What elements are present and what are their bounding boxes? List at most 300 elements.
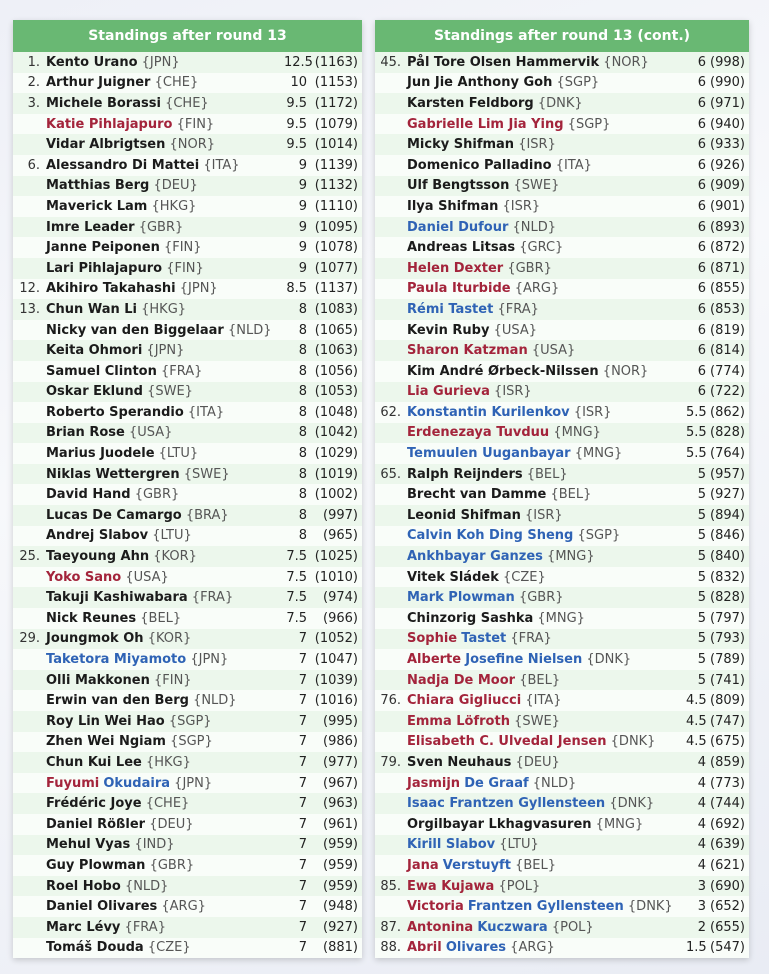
standings-row xyxy=(375,649,749,670)
rank-cell xyxy=(13,587,46,608)
standings-row xyxy=(375,134,749,155)
rank-cell: 76. xyxy=(380,693,401,709)
player-name: Daniel Olivares xyxy=(46,899,158,915)
score-cell: 7 xyxy=(298,940,307,956)
player-cell xyxy=(46,217,284,238)
standings-row xyxy=(375,361,749,382)
player-name: Kevin Ruby xyxy=(407,322,490,338)
standings-row xyxy=(13,835,362,856)
rank-cell xyxy=(375,670,407,691)
player-name: Janne Peiponen xyxy=(46,240,160,256)
player-name: Mark Plowman xyxy=(407,590,515,606)
rating-cell: (789) xyxy=(710,652,745,668)
score-cell: 8 xyxy=(298,507,307,523)
score-cell: 5.5 xyxy=(686,446,707,462)
rank-cell xyxy=(375,176,407,197)
player-name: Frédéric Joye xyxy=(46,796,142,812)
rating-cell: (744) xyxy=(710,796,745,812)
player-name: Leonid Shifman xyxy=(407,507,521,523)
player-name: Brecht van Damme xyxy=(407,487,547,503)
rank-cell xyxy=(375,279,407,300)
score-cell: 8 xyxy=(298,425,307,441)
rank-cell xyxy=(13,855,46,876)
score-cell: 5 xyxy=(697,590,706,606)
rating-cell: (1132) xyxy=(314,178,358,194)
score-cell: 6 xyxy=(697,384,706,400)
player-name: Micky Shifman xyxy=(407,137,515,153)
player-name: Olli Makkonen xyxy=(46,672,150,688)
standings-row xyxy=(375,484,749,505)
standings-row xyxy=(375,855,749,876)
rank-cell xyxy=(375,361,407,382)
player-name: Sophie xyxy=(407,631,458,647)
standings-row xyxy=(13,464,362,485)
rating-cell: (1019) xyxy=(314,466,358,482)
player-name: Joungmok Oh xyxy=(46,631,144,647)
rank-cell xyxy=(375,382,407,403)
player-name: Matthias Berg xyxy=(46,178,150,194)
player-cell xyxy=(46,73,284,94)
score-cell: 6 xyxy=(697,95,706,111)
player-cell xyxy=(407,690,686,711)
standings-row xyxy=(375,876,749,897)
rating-cell: (1039) xyxy=(314,672,358,688)
score-cell: 8.5 xyxy=(286,281,307,297)
player-cell xyxy=(407,258,686,279)
standings-row xyxy=(375,176,749,197)
federation: {FIN} xyxy=(166,260,204,276)
player-name: Tomáš Douda xyxy=(46,940,144,956)
player-cell xyxy=(46,134,284,155)
player-name: Kento Urano xyxy=(46,54,138,70)
player-cell xyxy=(46,52,284,73)
player-name: Alberte xyxy=(407,652,462,668)
rank-cell xyxy=(13,526,46,547)
score-cell: 7 xyxy=(298,672,307,688)
player-cell xyxy=(46,876,284,897)
standings-row xyxy=(375,546,749,567)
rating-cell: (722) xyxy=(710,384,745,400)
player-name: Isaac Frantzen Gyllensteen xyxy=(407,796,606,812)
player-name: Fuyumi xyxy=(46,775,100,791)
rank-cell xyxy=(13,217,46,238)
player-name: Roberto Sperandio xyxy=(46,404,184,420)
rating-cell: (974) xyxy=(323,590,358,606)
player-cell xyxy=(407,773,686,794)
rank-cell xyxy=(13,690,46,711)
federation: {NLD} xyxy=(193,693,237,709)
standings-row xyxy=(13,279,362,300)
federation: {SWE} xyxy=(183,466,230,482)
standings-row xyxy=(13,402,362,423)
player-cell xyxy=(407,649,686,670)
rating-cell: (959) xyxy=(323,857,358,873)
rating-cell: (741) xyxy=(710,672,745,688)
rating-cell: (966) xyxy=(323,610,358,626)
player-name: Takuji Kashiwabara xyxy=(46,590,188,606)
rank-cell xyxy=(375,773,407,794)
rating-cell: (963) xyxy=(323,796,358,812)
standings-row xyxy=(13,93,362,114)
standings-row xyxy=(13,546,362,567)
panel-title: Standings after round 13 (cont.) xyxy=(375,20,749,52)
player-name: Emma Löfroth xyxy=(407,713,510,729)
player-cell xyxy=(407,299,686,320)
rank-cell xyxy=(13,464,46,485)
rating-cell: (909) xyxy=(710,178,745,194)
player-cell xyxy=(407,382,686,403)
player-cell xyxy=(407,237,686,258)
player-name: Andrej Slabov xyxy=(46,528,149,544)
rating-cell: (881) xyxy=(323,940,358,956)
rank-cell xyxy=(13,505,46,526)
player-name: Kirill Slabov xyxy=(407,837,496,853)
rank-cell xyxy=(13,258,46,279)
federation: {ISR} xyxy=(525,507,563,523)
score-cell: 6 xyxy=(697,75,706,91)
player-cell xyxy=(46,443,284,464)
score-cell: 8 xyxy=(298,363,307,379)
score-cell: 6 xyxy=(697,198,706,214)
score-cell: 4 xyxy=(697,775,706,791)
score-cell: 6 xyxy=(697,178,706,194)
player-name: Sharon Katzman xyxy=(407,343,528,359)
federation: {NOR} xyxy=(169,137,216,153)
player-name: Pål Tore Olsen Hammervik xyxy=(407,54,600,70)
player-cell xyxy=(407,567,686,588)
score-cell: 5 xyxy=(697,652,706,668)
player-cell xyxy=(46,896,284,917)
federation: {ISR} xyxy=(573,404,612,420)
rank-cell: 2. xyxy=(27,75,40,91)
score-cell: 4.5 xyxy=(686,693,707,709)
score-cell: 9 xyxy=(298,260,307,276)
player-cell xyxy=(407,176,686,197)
player-cell xyxy=(407,814,686,835)
player-name: Katie Pihlajapuro xyxy=(46,116,173,132)
rating-cell: (1014) xyxy=(314,137,358,153)
player-name: De Graaf xyxy=(464,775,529,791)
score-cell: 8 xyxy=(298,487,307,503)
rating-cell: (961) xyxy=(323,816,358,832)
rating-cell: (872) xyxy=(710,240,745,256)
rating-cell: (1079) xyxy=(314,116,358,132)
score-cell: 7 xyxy=(298,754,307,770)
standings-row xyxy=(375,196,749,217)
federation: {BEL} xyxy=(140,610,182,626)
standings-row xyxy=(13,52,362,73)
standings-row xyxy=(13,217,362,238)
federation: {ITA} xyxy=(187,404,225,420)
rating-cell: (1065) xyxy=(314,322,358,338)
federation: {CHE} xyxy=(154,75,199,91)
federation: {JPN} xyxy=(190,652,229,668)
player-cell xyxy=(46,690,284,711)
player-cell xyxy=(407,505,686,526)
player-name: Chiara Gigliucci xyxy=(407,693,522,709)
score-cell: 7 xyxy=(298,713,307,729)
standings-row xyxy=(375,690,749,711)
player-cell xyxy=(46,505,284,526)
player-cell xyxy=(46,484,284,505)
federation: {ISR} xyxy=(518,137,556,153)
standings-row xyxy=(13,299,362,320)
score-cell: 8 xyxy=(298,343,307,359)
score-cell: 6 xyxy=(697,260,706,276)
rank-cell xyxy=(375,443,407,464)
standings-row xyxy=(375,670,749,691)
federation: {JPN} xyxy=(146,343,185,359)
standings-row xyxy=(13,711,362,732)
rating-cell: (773) xyxy=(710,775,745,791)
score-cell: 4 xyxy=(697,754,706,770)
federation: {USA} xyxy=(493,322,538,338)
federation: {IND} xyxy=(134,837,175,853)
rating-cell: (840) xyxy=(710,549,745,565)
player-cell xyxy=(407,217,686,238)
federation: {FRA} xyxy=(497,301,539,317)
player-cell xyxy=(46,670,284,691)
rating-cell: (965) xyxy=(323,528,358,544)
federation: {ARG} xyxy=(514,281,560,297)
rating-cell: (977) xyxy=(323,754,358,770)
rank-cell xyxy=(375,423,407,444)
federation: {ISR} xyxy=(502,198,541,214)
player-name: Erwin van den Berg xyxy=(46,693,189,709)
rating-cell: (832) xyxy=(710,569,745,585)
player-name: Taketora Miyamoto xyxy=(46,652,187,668)
standings-row xyxy=(375,217,749,238)
standings-row xyxy=(375,793,749,814)
rank-cell xyxy=(13,773,46,794)
federation: {JPN} xyxy=(179,281,218,297)
player-name: Alessandro Di Mattei xyxy=(46,157,200,173)
rating-cell: (901) xyxy=(710,198,745,214)
player-name: Okudaira xyxy=(103,775,171,791)
standings-row xyxy=(375,505,749,526)
standings-row xyxy=(13,793,362,814)
rating-cell: (747) xyxy=(710,713,745,729)
rating-cell: (959) xyxy=(323,837,358,853)
rank-cell xyxy=(375,608,407,629)
rating-cell: (862) xyxy=(710,404,745,420)
score-cell: 9 xyxy=(298,240,307,256)
score-cell: 5 xyxy=(697,569,706,585)
rating-cell: (871) xyxy=(710,260,745,276)
rank-cell xyxy=(375,526,407,547)
player-cell xyxy=(46,114,284,135)
player-cell xyxy=(407,917,686,938)
rating-cell: (764) xyxy=(710,446,745,462)
player-cell xyxy=(407,608,686,629)
player-name: Daniel Dufour xyxy=(407,219,509,235)
player-cell xyxy=(46,176,284,197)
rating-cell: (926) xyxy=(710,157,745,173)
player-cell xyxy=(46,93,284,114)
score-cell: 7.5 xyxy=(286,569,307,585)
standings-row xyxy=(375,320,749,341)
rank-cell xyxy=(13,938,46,959)
player-cell xyxy=(407,402,686,423)
player-name: Daniel Rößler xyxy=(46,816,146,832)
score-cell: 7 xyxy=(298,837,307,853)
standings-panel-left xyxy=(13,20,362,958)
rank-cell xyxy=(13,876,46,897)
federation: {CHE} xyxy=(165,95,209,111)
federation: {LTU} xyxy=(499,837,539,853)
player-name: David Hand xyxy=(46,487,131,503)
player-name: Ilya Shifman xyxy=(407,198,499,214)
player-cell xyxy=(46,608,284,629)
player-cell xyxy=(46,299,284,320)
score-cell: 6 xyxy=(697,116,706,132)
player-cell xyxy=(407,320,686,341)
rank-cell xyxy=(13,176,46,197)
player-name: Paula Iturbide xyxy=(407,281,511,297)
player-cell xyxy=(407,134,686,155)
federation: {FRA} xyxy=(510,631,552,647)
player-cell xyxy=(46,196,284,217)
standings-row xyxy=(13,567,362,588)
standings-row xyxy=(13,876,362,897)
federation: {LTU} xyxy=(158,446,199,462)
player-cell xyxy=(407,855,686,876)
rating-cell: (675) xyxy=(710,734,745,750)
standings-row xyxy=(375,629,749,650)
player-name: Lucas De Camargo xyxy=(46,507,182,523)
standings-row xyxy=(375,587,749,608)
rank-cell: 87. xyxy=(380,919,401,935)
player-cell xyxy=(407,155,686,176)
score-cell: 5 xyxy=(697,507,706,523)
rating-cell: (621) xyxy=(710,857,745,873)
player-name: Michele Borassi xyxy=(46,95,161,111)
rank-cell xyxy=(13,423,46,444)
rank-cell xyxy=(375,217,407,238)
standings-row xyxy=(13,484,362,505)
federation: {MNG} xyxy=(537,610,585,626)
player-name: Temuulen Uuganbayar xyxy=(407,446,571,462)
standings-row xyxy=(13,114,362,135)
federation: {CHE} xyxy=(145,796,190,812)
score-cell: 10 xyxy=(290,75,307,91)
rank-cell xyxy=(13,443,46,464)
score-cell: 1.5 xyxy=(686,940,707,956)
player-name: Konstantin Kurilenkov xyxy=(407,404,570,420)
rating-cell: (995) xyxy=(323,713,358,729)
rank-cell xyxy=(13,835,46,856)
standings-row xyxy=(13,917,362,938)
standings-row xyxy=(13,670,362,691)
rating-cell: (1172) xyxy=(314,95,358,111)
standings-panel-right xyxy=(375,20,749,958)
rank-cell xyxy=(375,567,407,588)
score-cell: 2 xyxy=(697,919,706,935)
federation: {CZE} xyxy=(147,940,191,956)
player-cell xyxy=(407,443,686,464)
score-cell: 4 xyxy=(697,857,706,873)
rank-cell xyxy=(13,237,46,258)
federation: {NLD} xyxy=(512,219,557,235)
rank-cell xyxy=(375,896,407,917)
standings-row xyxy=(375,835,749,856)
standings-row xyxy=(13,505,362,526)
federation: {LTU} xyxy=(152,528,192,544)
player-cell xyxy=(46,649,284,670)
standings-row xyxy=(13,361,362,382)
player-cell xyxy=(407,793,686,814)
score-cell: 8 xyxy=(298,446,307,462)
score-cell: 5 xyxy=(697,610,706,626)
player-name: Victoria xyxy=(407,899,464,915)
player-cell xyxy=(407,587,686,608)
score-cell: 5 xyxy=(697,487,706,503)
federation: {KOR} xyxy=(147,631,192,647)
federation: {FIN} xyxy=(163,240,202,256)
rank-cell xyxy=(375,155,407,176)
rank-cell xyxy=(13,649,46,670)
player-name: Mehul Vyas xyxy=(46,837,131,853)
federation: {POL} xyxy=(498,878,541,894)
rank-cell: 6. xyxy=(27,157,40,173)
player-name: Olivares xyxy=(445,940,507,956)
score-cell: 9 xyxy=(298,157,307,173)
player-cell xyxy=(46,773,284,794)
standings-row xyxy=(375,73,749,94)
player-name: Helen Dexter xyxy=(407,260,504,276)
rating-cell: (1002) xyxy=(314,487,358,503)
federation: {FIN} xyxy=(176,116,215,132)
federation: {SWE} xyxy=(513,178,560,194)
rating-cell: (814) xyxy=(710,343,745,359)
federation: {GBR} xyxy=(518,590,564,606)
score-cell: 6 xyxy=(697,137,706,153)
player-cell xyxy=(46,320,284,341)
federation: {DEU} xyxy=(153,178,198,194)
score-cell: 9.5 xyxy=(286,137,307,153)
federation: {ITA} xyxy=(525,693,562,709)
player-name: Roy Lin Wei Hao xyxy=(46,713,165,729)
rank-cell xyxy=(375,237,407,258)
rating-cell: (853) xyxy=(710,301,745,317)
standings-row xyxy=(13,855,362,876)
federation: {USA} xyxy=(531,343,576,359)
rating-cell: (1016) xyxy=(314,693,358,709)
player-name: Chinzorig Sashka xyxy=(407,610,534,626)
player-name: Vidar Albrigtsen xyxy=(46,137,166,153)
standings-row xyxy=(13,340,362,361)
rating-cell: (1153) xyxy=(314,75,358,91)
player-cell xyxy=(407,752,686,773)
score-cell: 5.5 xyxy=(686,404,707,420)
player-name: Nadja De Moor xyxy=(407,672,516,688)
standings-row xyxy=(13,196,362,217)
federation: {ARG} xyxy=(161,899,206,915)
standings-row xyxy=(375,402,749,423)
rank-cell xyxy=(13,340,46,361)
standings-row xyxy=(13,649,362,670)
player-name: Ralph Reijnders xyxy=(407,466,523,482)
player-cell xyxy=(407,711,686,732)
rank-cell xyxy=(13,382,46,403)
player-name: Sven Neuhaus xyxy=(407,754,512,770)
rating-cell: (547) xyxy=(710,940,745,956)
standings-row xyxy=(13,526,362,547)
score-cell: 7 xyxy=(298,919,307,935)
player-cell xyxy=(46,938,284,959)
player-cell xyxy=(407,484,686,505)
rating-cell: (1048) xyxy=(314,404,358,420)
